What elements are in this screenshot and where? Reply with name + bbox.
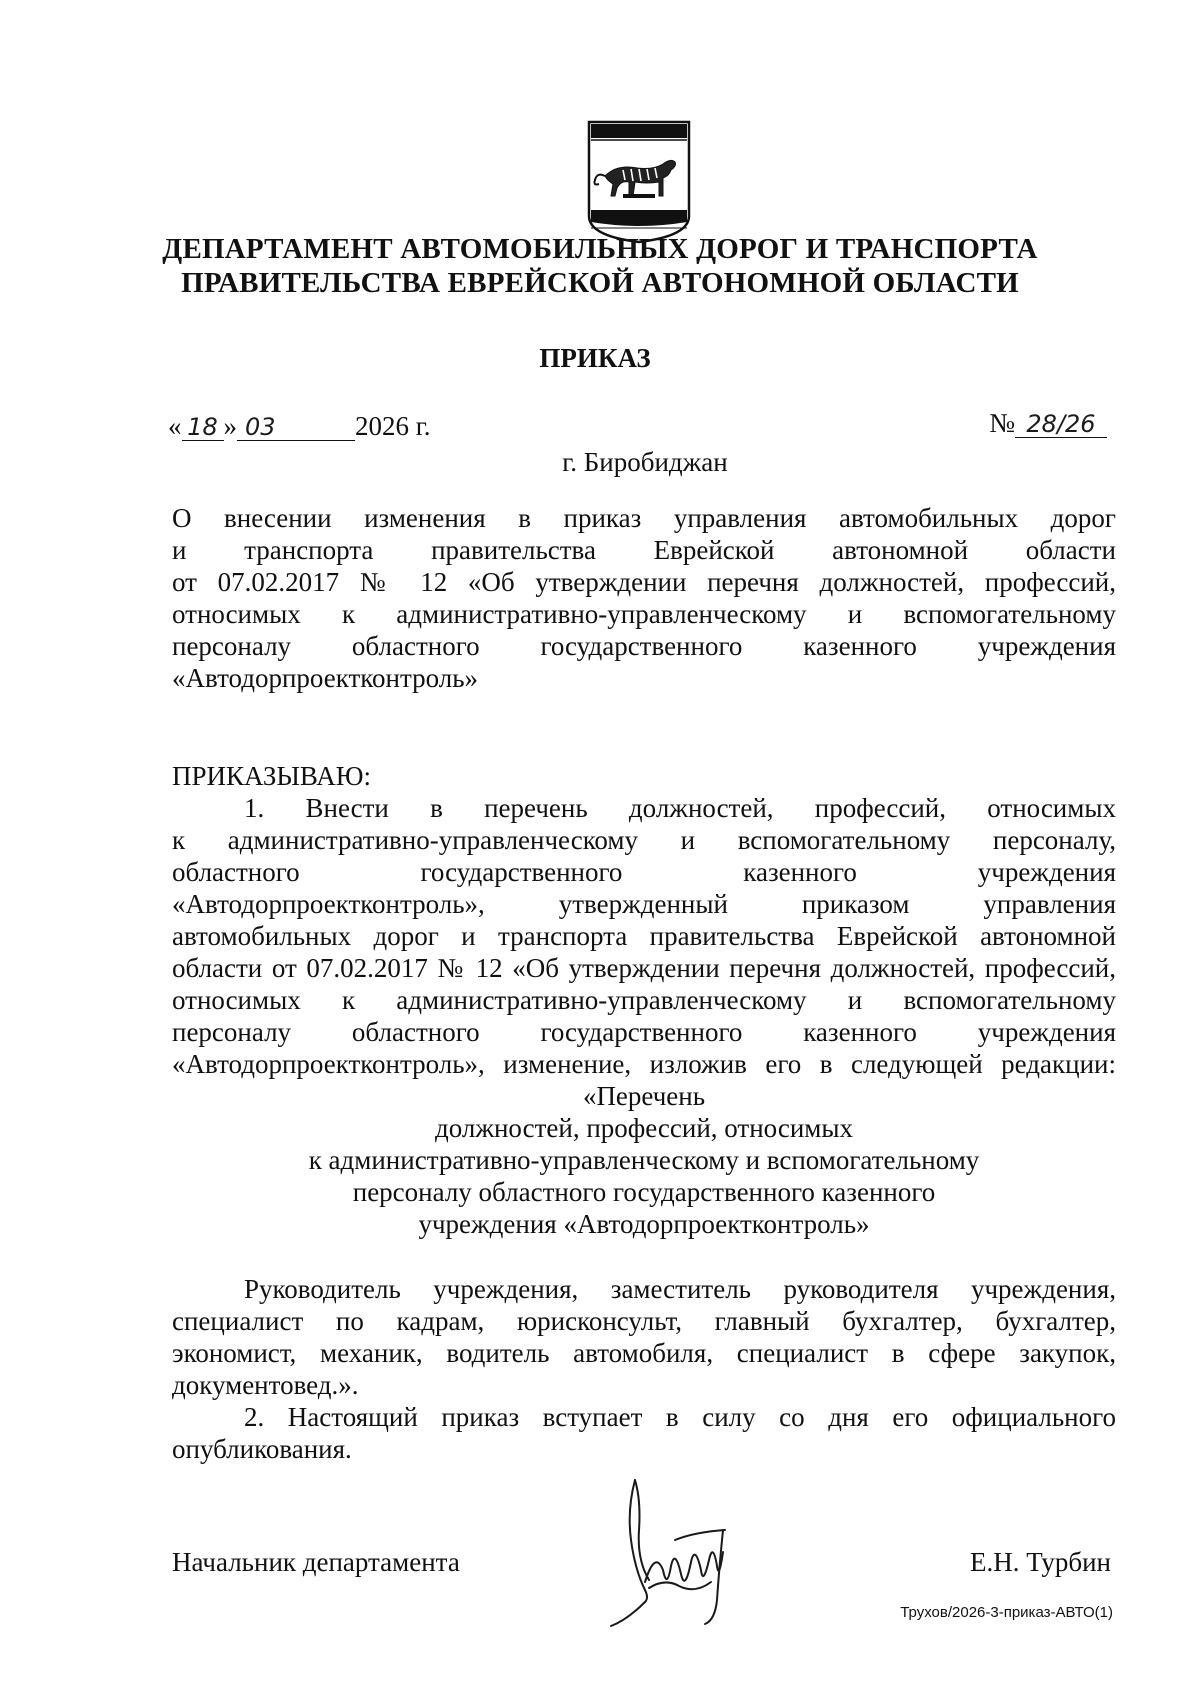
coat-of-arms-emblem — [583, 118, 695, 246]
list-title-line: должностей, профессий, относимых — [434, 1113, 854, 1143]
order-item-2 — [172, 1401, 1116, 1465]
list-title-line: персоналу областного государственного казенного — [352, 1177, 936, 1207]
city-of-issue: г. Биробиджан — [562, 447, 728, 477]
list-title — [172, 1080, 1116, 1240]
positions-line: специалист по кадрам, юрисконсульт, главный бухгалтер, бухгалтер, — [172, 1306, 1116, 1336]
order-number — [989, 408, 1107, 439]
item1-line: области от 07.02.2017 № 12 «Об утверждении перечня должностей, профессий, — [172, 953, 1116, 983]
subject-line: и транспорта правительства Еврейской автономной области — [172, 535, 1116, 565]
item2-line: 2. Настоящий приказ вступает в силу со дня его официального — [244, 1402, 1116, 1432]
item1-line: «Автодорпроектконтроль», изменение, изложив его в следующей редакции: — [172, 1049, 1116, 1079]
item2-line: опубликования. — [172, 1434, 352, 1464]
document-footer-code: Трухов/2026-3-приказ-АВТО(1) — [900, 1604, 1113, 1621]
order-word: ПРИКАЗЫВАЮ: — [172, 761, 371, 791]
list-title-line: «Перечень — [582, 1081, 706, 1111]
document-type-title: ПРИКАЗ — [539, 343, 651, 373]
order-subject — [172, 502, 1116, 694]
date-close-quote: » — [223, 411, 237, 441]
date-open-quote: « — [168, 411, 182, 441]
item1-line: к административно-управленческому и вспомогательному персоналу, — [172, 825, 1116, 855]
item1-line: персоналу областного государственного казенного учреждения — [172, 1017, 1116, 1047]
positions-list — [172, 1273, 1116, 1401]
signatory-position: Начальник департамента — [172, 1547, 460, 1577]
date-year: 2026 г. — [355, 411, 431, 441]
subject-line: от 07.02.2017 № 12 «Об утверждении перечня должностей, профессий, — [172, 567, 1116, 597]
positions-line: документовед.». — [172, 1370, 359, 1400]
number-value: 28/26 — [1015, 411, 1107, 438]
date-month: 03 — [237, 414, 355, 441]
item1-line: областного государственного казенного учреждения — [172, 857, 1116, 887]
list-title-line: учреждения «Автодорпроектконтроль» — [418, 1209, 870, 1239]
order-date — [168, 411, 431, 442]
subject-line: персоналу областного государственного казенного учреждения — [172, 631, 1116, 661]
handwritten-signature — [605, 1470, 745, 1630]
subject-line: относимых к административно-управленческому и вспомогательному — [172, 599, 1116, 629]
positions-line: Руководитель учреждения, заместитель руководителя учреждения, — [244, 1274, 1116, 1304]
department-name-line-1: ДЕПАРТАМЕНТ АВТОМОБИЛЬНЫХ ДОРОГ И ТРАНСПОРТА — [162, 233, 1038, 265]
list-title-line: к административно-управленческому и вспомогательному — [308, 1145, 980, 1175]
positions-line: экономист, механик, водитель автомобиля, специалист в сфере закупок, — [172, 1338, 1116, 1368]
number-prefix: № — [989, 408, 1015, 438]
order-item-1 — [172, 792, 1116, 1080]
item1-line: 1. Внести в перечень должностей, профессий, относимых — [244, 793, 1116, 823]
item1-line: относимых к административно-управленческому и вспомогательному — [172, 985, 1116, 1015]
subject-line: «Автодорпроектконтроль» — [172, 663, 479, 693]
subject-line: О внесении изменения в приказ управления автомобильных дорог — [172, 503, 1116, 533]
date-day: 18 — [182, 414, 224, 441]
signatory-name: Е.Н. Турбин — [969, 1547, 1111, 1577]
item1-line: автомобильных дорог и транспорта правительства Еврейской автономной — [172, 921, 1116, 951]
item1-line: «Автодорпроектконтроль», утвержденный приказом управления — [172, 889, 1116, 919]
department-name-line-2: ПРАВИТЕЛЬСТВА ЕВРЕЙСКОЙ АВТОНОМНОЙ ОБЛАСТИ — [181, 267, 1019, 299]
